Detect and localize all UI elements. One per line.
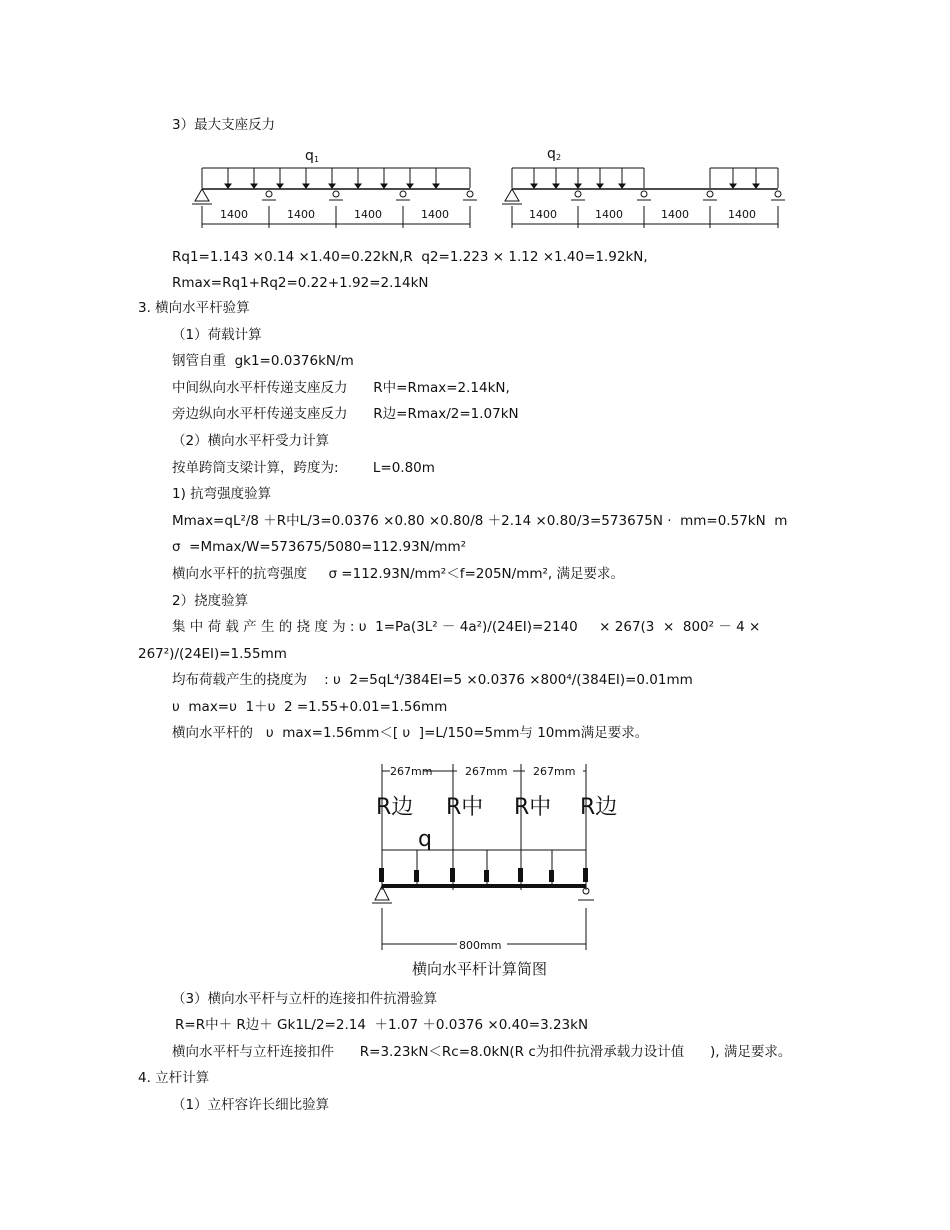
- section-heading: 3. 横向水平杆验算: [138, 300, 250, 316]
- reaction-label: R中: [446, 795, 484, 820]
- text-line: 1) 抗弯强度验算: [172, 486, 272, 502]
- text-line: 横向水平杆的 υ max=1.56mm＜[ υ ]=L/150=5mm与 10mm满足要求。: [172, 725, 649, 741]
- span-label: 1400: [421, 208, 449, 221]
- reaction-label: R边: [376, 795, 414, 820]
- continuous-beam-diagram: [190, 142, 790, 232]
- text-line: 267²)/(24EI)=1.55mm: [138, 646, 287, 662]
- span-label: 1400: [354, 208, 382, 221]
- reaction-label: R边: [580, 795, 618, 820]
- span-label: 800mm: [459, 939, 502, 952]
- text-line: 均布荷载产生的挠度为 : υ 2=5qL⁴/384EI=5 ×0.0376 ×800⁴/(384EI)=0.01mm: [172, 672, 693, 688]
- text-line: 横向水平杆与立杆连接扣件 R=3.23kN＜Rc=8.0kN(R c为扣件抗滑承载力设计值 ), 满足要求。: [172, 1044, 792, 1060]
- transverse-bar-diagram: [372, 758, 622, 984]
- text-line: 2）挠度验算: [172, 593, 249, 609]
- span-label: 1400: [728, 208, 756, 221]
- reaction-label: R中: [514, 795, 552, 820]
- text-line: υ max=υ 1＋υ 2 =1.55+0.01=1.56mm: [172, 699, 448, 715]
- span-label: 1400: [661, 208, 689, 221]
- q2-sub: 2: [556, 153, 562, 162]
- text-line: （1）荷载计算: [172, 327, 262, 343]
- section-heading: 4. 立杆计算: [138, 1070, 210, 1086]
- text-line: σ =Mmax/W=573675/5080=112.93N/mm²: [172, 539, 467, 555]
- text-line: 横向水平杆的抗弯强度 σ =112.93N/mm²＜f=205N/mm², 满足要求。: [172, 566, 624, 582]
- text-line: 3）最大支座反力: [172, 117, 276, 133]
- dim-label: 267mm: [390, 765, 433, 778]
- q-label: q: [418, 827, 432, 852]
- text-line: （2）横向水平杆受力计算: [172, 433, 330, 449]
- q2-label: q: [547, 146, 556, 162]
- span-label: 1400: [287, 208, 315, 221]
- text-line: 中间纵向水平杆传递支座反力 R中=Rmax=2.14kN,: [172, 380, 510, 396]
- text-line: Rq1=1.143 ×0.14 ×1.40=0.22kN,R q2=1.223 × 1.12 ×1.40=1.92kN,: [172, 249, 648, 265]
- q1-sub: 1: [314, 155, 320, 164]
- figure-caption: 横向水平杆计算简图: [412, 960, 548, 978]
- span-label: 1400: [595, 208, 623, 221]
- text-line: 集 中 荷 载 产 生 的 挠 度 为 : υ 1=Pa(3L² － 4a²)/(24EI)=2140 × 267(3 × 800² － 4 ×: [172, 619, 761, 635]
- text-line: 旁边纵向水平杆传递支座反力 R边=Rmax/2=1.07kN: [172, 406, 519, 422]
- text-line: R=R中＋ R边＋ Gk1L/2=2.14 ＋1.07 ＋0.0376 ×0.40=3.23kN: [175, 1017, 589, 1033]
- text-line: Mmax=qL²/8 ＋R中L/3=0.0376 ×0.80 ×0.80/8 ＋2.14 ×0.80/3=573675N · mm=0.57kN m: [172, 513, 788, 529]
- text-line: 钢管自重 gk1=0.0376kN/m: [172, 353, 354, 369]
- text-line: （1）立杆容许长细比验算: [172, 1097, 330, 1113]
- dim-label: 267mm: [533, 765, 576, 778]
- dim-label: 267mm: [465, 765, 508, 778]
- text-line: 按单跨筒支梁计算，跨度为: L=0.80m: [172, 460, 435, 476]
- q1-label: q: [305, 148, 314, 164]
- span-label: 1400: [529, 208, 557, 221]
- text-line: （3）横向水平杆与立杆的连接扣件抗滑验算: [172, 991, 438, 1007]
- span-label: 1400: [220, 208, 248, 221]
- text-line: Rmax=Rq1+Rq2=0.22+1.92=2.14kN: [172, 275, 429, 291]
